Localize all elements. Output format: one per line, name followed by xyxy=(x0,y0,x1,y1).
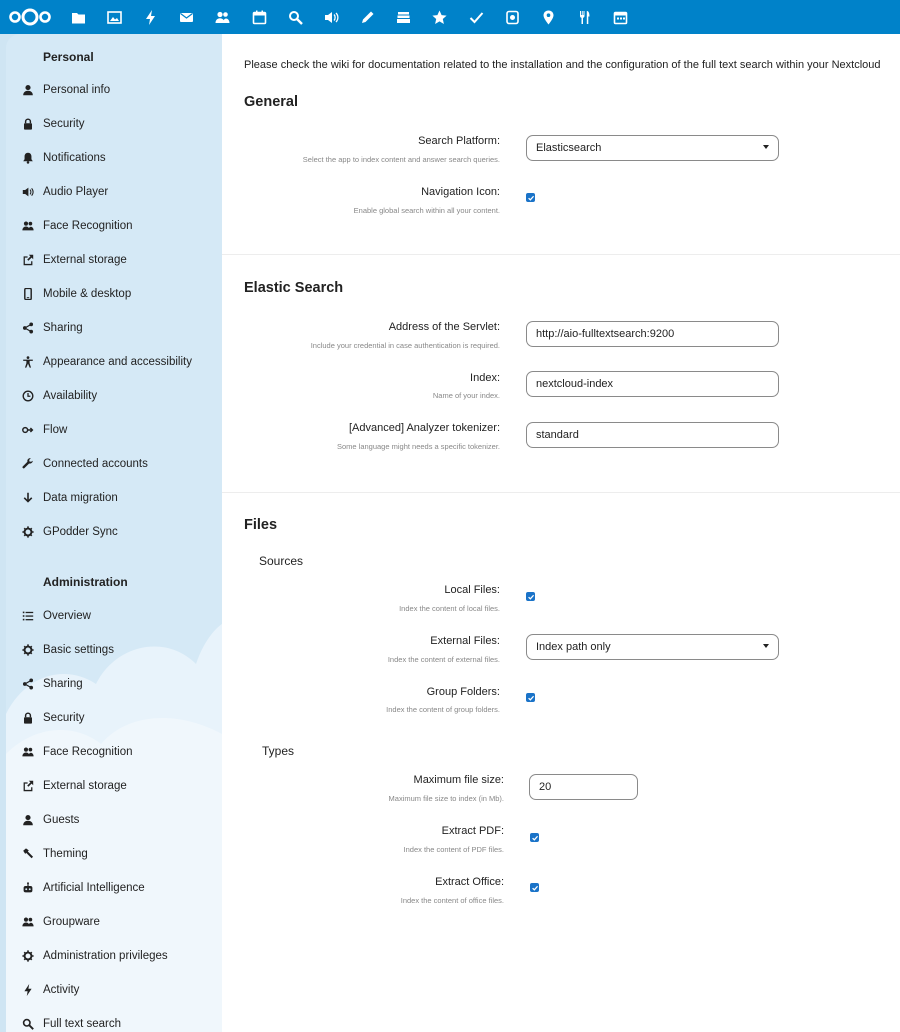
sidebar-item-theming[interactable] xyxy=(6,837,222,871)
servlet-label: Address of the Servlet: xyxy=(388,321,500,333)
sources-title: Sources xyxy=(259,554,304,568)
tokenizer-input[interactable]: standard xyxy=(526,422,779,448)
index-label: Index: xyxy=(470,372,500,384)
sidebar-item-activity[interactable] xyxy=(6,973,222,1007)
lock-icon xyxy=(22,118,34,130)
extract-office-checkbox[interactable] xyxy=(530,883,539,892)
app-contacts[interactable] xyxy=(205,0,241,34)
sidebar-item-connected-accounts[interactable] xyxy=(6,447,222,481)
group-folders-label: Group Folders: xyxy=(426,686,500,698)
users-icon xyxy=(22,916,34,928)
bookmarks-icon xyxy=(432,10,447,25)
audio-icon xyxy=(324,10,339,25)
sidebar-item-sharing[interactable] xyxy=(6,311,222,345)
servlet-address-input[interactable]: http://aio-fulltextsearch:9200 xyxy=(526,321,779,347)
robot-icon xyxy=(21,881,35,895)
app-maps[interactable] xyxy=(530,0,566,34)
clock-icon xyxy=(21,389,35,403)
user-icon xyxy=(21,83,35,97)
tasks-icon xyxy=(469,10,484,25)
max-file-size-input[interactable]: 20 xyxy=(529,774,638,800)
sidebar-item-guests[interactable] xyxy=(6,803,222,837)
sidebar-item-groupware[interactable] xyxy=(6,905,222,939)
sidebar-item-label: Security xyxy=(43,118,85,130)
group-folders-hint: Index the content of group folders. xyxy=(386,705,500,714)
sidebar-item-label: Basic settings xyxy=(43,644,114,656)
external-files-label: External Files: xyxy=(430,635,500,647)
arrow-down-icon xyxy=(22,492,34,504)
gear-icon xyxy=(22,644,34,656)
sidebar-item-sharing[interactable] xyxy=(6,667,222,701)
sidebar-item-face-recognition[interactable] xyxy=(6,209,222,243)
section-divider xyxy=(222,492,900,493)
settings-content xyxy=(222,34,900,1032)
app-notes[interactable] xyxy=(350,0,386,34)
app-audio[interactable] xyxy=(313,0,349,34)
administration-heading: Administration xyxy=(43,575,128,589)
phone-icon xyxy=(22,288,34,300)
users-icon xyxy=(21,915,35,929)
sidebar-item-appearance-and-accessibility[interactable] xyxy=(6,345,222,379)
contacts-icon xyxy=(215,10,230,25)
news-icon xyxy=(505,10,520,25)
app-tasks[interactable] xyxy=(458,0,494,34)
wrench-icon xyxy=(22,458,34,470)
sidebar-item-availability[interactable] xyxy=(6,379,222,413)
sidebar-item-security[interactable] xyxy=(6,107,222,141)
robot-icon xyxy=(22,882,34,894)
sidebar-item-label: Groupware xyxy=(43,916,100,928)
extract-office-label: Extract Office: xyxy=(435,876,504,888)
tokenizer-label: [Advanced] Analyzer tokenizer: xyxy=(348,422,500,434)
share-icon xyxy=(21,677,35,691)
sidebar-item-label: Full text search xyxy=(43,1018,121,1030)
users-icon xyxy=(22,746,34,758)
personal-heading: Personal xyxy=(43,50,94,64)
search-platform-label: Search Platform: xyxy=(418,135,500,147)
arrow-down-icon xyxy=(21,491,35,505)
navigation-icon-checkbox[interactable] xyxy=(526,193,535,202)
photos-icon xyxy=(107,10,122,25)
nextcloud-logo-icon[interactable] xyxy=(0,0,60,34)
app-schedule[interactable] xyxy=(603,0,639,34)
local-files-label: Local Files: xyxy=(444,584,500,596)
sidebar-item-artificial-intelligence[interactable] xyxy=(6,871,222,905)
flow-icon xyxy=(22,424,34,436)
app-bookmarks[interactable] xyxy=(422,0,458,34)
app-photos[interactable] xyxy=(96,0,132,34)
general-title: General xyxy=(244,94,298,110)
sidebar-item-flow[interactable] xyxy=(6,413,222,447)
external-link-icon xyxy=(21,253,35,267)
extract-pdf-checkbox[interactable] xyxy=(530,833,539,842)
hammer-icon xyxy=(21,847,35,861)
user-icon xyxy=(22,84,34,96)
maps-icon xyxy=(541,10,556,25)
search-platform-value: Elasticsearch xyxy=(536,142,602,154)
gear-icon xyxy=(21,949,35,963)
lock-icon xyxy=(21,117,35,131)
list-icon xyxy=(21,609,35,623)
local-files-hint: Index the content of local files. xyxy=(399,604,500,613)
share-icon xyxy=(21,321,35,335)
sidebar-item-basic-settings[interactable] xyxy=(6,633,222,667)
chevron-down-icon xyxy=(763,145,769,149)
speaker-icon xyxy=(22,186,34,198)
tokenizer-hint: Some language might needs a specific tokenizer. xyxy=(336,442,500,451)
sidebar-item-label: External storage xyxy=(43,780,127,792)
cookbook-icon xyxy=(577,10,592,25)
list-icon xyxy=(22,610,34,622)
sidebar-item-overview[interactable] xyxy=(6,599,222,633)
sidebar-item-administration-privileges[interactable] xyxy=(6,939,222,973)
chevron-down-icon xyxy=(763,644,769,648)
gear-icon xyxy=(22,526,34,538)
bell-icon xyxy=(22,152,34,164)
sidebar-item-label: Guests xyxy=(43,814,80,826)
group-folders-checkbox[interactable] xyxy=(526,693,535,702)
lock-icon xyxy=(22,712,34,724)
app-deck[interactable] xyxy=(386,0,422,34)
activity-icon xyxy=(21,983,35,997)
index-input[interactable]: nextcloud-index xyxy=(526,371,779,397)
sidebar-item-label: Flow xyxy=(43,424,68,436)
sidebar-item-label: Overview xyxy=(43,610,91,622)
calendar-icon xyxy=(252,10,267,25)
extract-pdf-hint: Index the content of PDF files. xyxy=(403,845,504,854)
sidebar-item-external-storage[interactable] xyxy=(6,769,222,803)
sidebar-item-gpodder-sync[interactable] xyxy=(6,515,222,549)
sidebar-item-audio-player[interactable] xyxy=(6,175,222,209)
user-icon xyxy=(22,814,34,826)
sidebar-item-label: Mobile & desktop xyxy=(43,288,132,300)
gear-icon xyxy=(21,525,35,539)
external-link-icon xyxy=(21,779,35,793)
sidebar-item-notifications[interactable] xyxy=(6,141,222,175)
top-bar xyxy=(0,0,900,34)
accessibility-icon xyxy=(22,356,34,368)
navigation-icon-label: Navigation Icon: xyxy=(421,186,500,198)
wrench-icon xyxy=(21,457,35,471)
sidebar-item-mobile-desktop[interactable] xyxy=(6,277,222,311)
sidebar-item-security[interactable] xyxy=(6,701,222,735)
speaker-icon xyxy=(21,185,35,199)
sidebar-item-label: Connected accounts xyxy=(43,458,148,470)
app-cookbook[interactable] xyxy=(567,0,603,34)
sidebar-item-label: Face Recognition xyxy=(43,220,133,232)
sidebar-item-label: Personal info xyxy=(43,84,111,96)
max-file-size-label: Maximum file size: xyxy=(413,774,504,786)
mail-icon xyxy=(179,10,194,25)
external-files-select[interactable] xyxy=(526,634,779,660)
servlet-hint: Include your credential in case authentication is required. xyxy=(310,341,500,350)
app-mail[interactable] xyxy=(169,0,205,34)
external-files-value: Index path only xyxy=(536,641,611,653)
user-icon xyxy=(21,813,35,827)
sidebar-item-label: Audio Player xyxy=(43,186,109,198)
sidebar-item-label: Administration privileges xyxy=(43,950,168,962)
sidebar-item-label: Artificial Intelligence xyxy=(43,882,145,894)
intro-text: Please check the wiki for documentation related to the installation and the configuration of the full text search within your Nextcloud xyxy=(244,59,881,71)
gear-icon xyxy=(21,643,35,657)
external-link-icon xyxy=(22,780,34,792)
search-icon xyxy=(22,1018,34,1030)
deck-icon xyxy=(396,10,411,25)
hammer-icon xyxy=(22,848,34,860)
sidebar-item-data-migration[interactable] xyxy=(6,481,222,515)
section-divider xyxy=(222,254,900,255)
share-icon xyxy=(22,322,34,334)
index-hint: Name of your index. xyxy=(432,391,500,400)
app-files[interactable] xyxy=(60,0,96,34)
notes-icon xyxy=(360,10,375,25)
sidebar-item-face-recognition[interactable] xyxy=(6,735,222,769)
sidebar-item-label: Notifications xyxy=(43,152,106,164)
external-link-icon xyxy=(22,254,34,266)
sidebar-item-label: Sharing xyxy=(43,678,83,690)
activity-icon xyxy=(22,984,34,996)
app-calendar[interactable] xyxy=(241,0,277,34)
sidebar-item-label: Activity xyxy=(43,984,80,996)
users-icon xyxy=(21,745,35,759)
sidebar-item-label: Security xyxy=(43,712,85,724)
gear-icon xyxy=(22,950,34,962)
search-platform-select[interactable] xyxy=(526,135,779,161)
sidebar-item-external-storage[interactable] xyxy=(6,243,222,277)
sidebar-item-label: Face Recognition xyxy=(43,746,133,758)
sidebar-item-full-text-search[interactable] xyxy=(6,1007,222,1032)
activity-icon xyxy=(143,10,158,25)
extract-pdf-label: Extract PDF: xyxy=(441,825,504,837)
extract-office-hint: Index the content of office files. xyxy=(400,896,504,905)
app-activity[interactable] xyxy=(132,0,168,34)
share-icon xyxy=(22,678,34,690)
users-icon xyxy=(21,219,35,233)
clock-icon xyxy=(22,390,34,402)
files-icon xyxy=(71,10,86,25)
files-title: Files xyxy=(244,517,278,533)
app-search[interactable] xyxy=(277,0,313,34)
sidebar-item-label: Data migration xyxy=(43,492,118,504)
users-icon xyxy=(22,220,34,232)
phone-icon xyxy=(21,287,35,301)
flow-icon xyxy=(21,423,35,437)
sidebar-item-label: GPodder Sync xyxy=(43,526,118,538)
navigation-icon-hint: Enable global search within all your content. xyxy=(353,206,500,215)
search-icon xyxy=(288,10,303,25)
accessibility-icon xyxy=(21,355,35,369)
lock-icon xyxy=(21,711,35,725)
search-platform-hint: Select the app to index content and answer search queries. xyxy=(302,155,500,164)
app-news[interactable] xyxy=(494,0,530,34)
types-title: Types xyxy=(262,744,295,758)
sidebar-item-label: Appearance and accessibility xyxy=(43,356,192,368)
external-files-hint: Index the content of external files. xyxy=(387,655,500,664)
settings-sidebar xyxy=(6,34,222,1032)
schedule-icon xyxy=(613,10,628,25)
local-files-checkbox[interactable] xyxy=(526,592,535,601)
bell-icon xyxy=(21,151,35,165)
sidebar-item-label: Sharing xyxy=(43,322,83,334)
sidebar-item-label: External storage xyxy=(43,254,127,266)
sidebar-item-personal-info[interactable] xyxy=(6,73,222,107)
search-icon xyxy=(21,1017,35,1031)
sidebar-item-label: Availability xyxy=(43,390,98,402)
max-file-size-hint: Maximum file size to index (in Mb). xyxy=(388,794,504,803)
elastic-search-title: Elastic Search xyxy=(244,280,344,296)
sidebar-item-label: Theming xyxy=(43,848,88,860)
